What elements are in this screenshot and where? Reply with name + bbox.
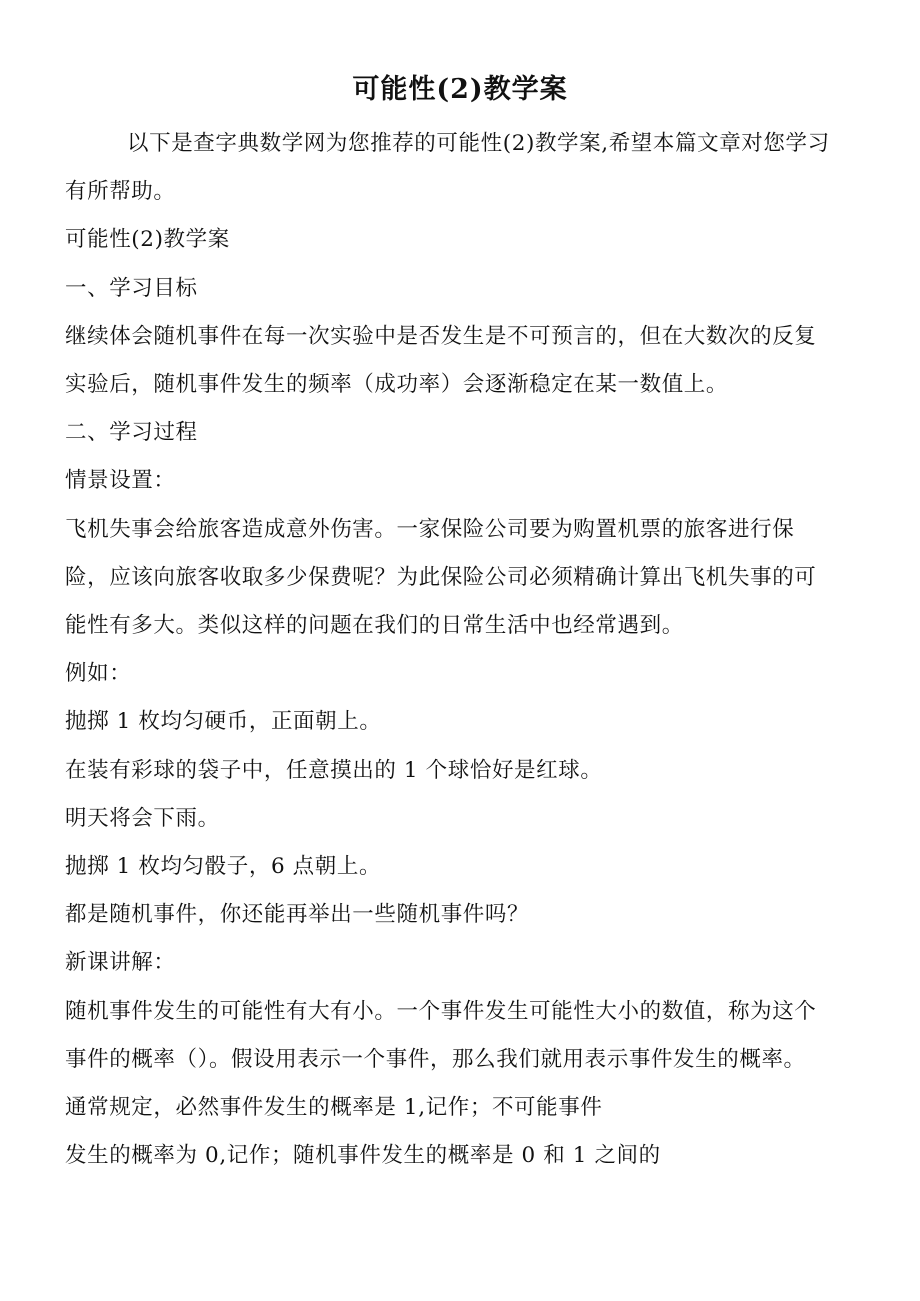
paragraph-line: 险，应该向旅客收取多少保费呢？为此保险公司必须精确计算出飞机失事的可 [65, 564, 817, 590]
paragraph-line: 发生的概率为 0,记作；随机事件发生的概率是 0 和 1 之间的 [65, 1143, 661, 1169]
paragraph-line: 继续体会随机事件在每一次实验中是否发生是不可预言的，但在大数次的反复 [65, 323, 817, 349]
example-line: 明天将会下雨。 [65, 805, 220, 831]
paragraph-line: 实验后，随机事件发生的频率（成功率）会逐渐稳定在某一数值上。 [65, 372, 729, 398]
paragraph-line: 有所帮助。 [65, 179, 176, 205]
section-heading: 新课讲解： [65, 950, 176, 976]
paragraph-line: 通常规定，必然事件发生的概率是 1,记作；不可能事件 [65, 1095, 603, 1121]
section-heading: 二、学习过程 [65, 420, 198, 446]
document-title: 可能性(2)教学案 [352, 74, 568, 105]
paragraph-line: 例如： [65, 661, 132, 687]
paragraph-line: 能性有多大。类似这样的问题在我们的日常生活中也经常遇到。 [65, 613, 684, 639]
example-line: 在装有彩球的袋子中，任意摸出的 1 个球恰好是红球。 [65, 757, 603, 783]
example-line: 抛掷 1 枚均匀骰子，6 点朝上。 [65, 854, 382, 880]
section-heading: 可能性(2)教学案 [65, 227, 230, 253]
document-body [65, 120, 865, 1180]
paragraph-line: 随机事件发生的可能性有大有小。一个事件发生可能性大小的数值，称为这个 [65, 998, 817, 1024]
paragraph-line: 事件的概率（）。假设用表示一个事件，那么我们就用表示事件发生的概率。 [65, 1046, 806, 1072]
section-heading: 情景设置： [65, 468, 176, 494]
section-heading: 一、学习目标 [65, 275, 198, 301]
paragraph-line: 都是随机事件，你还能再举出一些随机事件吗？ [65, 902, 530, 928]
example-line: 抛掷 1 枚均匀硬币，正面朝上。 [65, 709, 382, 735]
paragraph-line: 以下是查字典数学网为您推荐的可能性(2)教学案,希望本篇文章对您学习 [127, 131, 830, 156]
paragraph-line: 飞机失事会给旅客造成意外伤害。一家保险公司要为购置机票的旅客进行保 [65, 516, 795, 542]
